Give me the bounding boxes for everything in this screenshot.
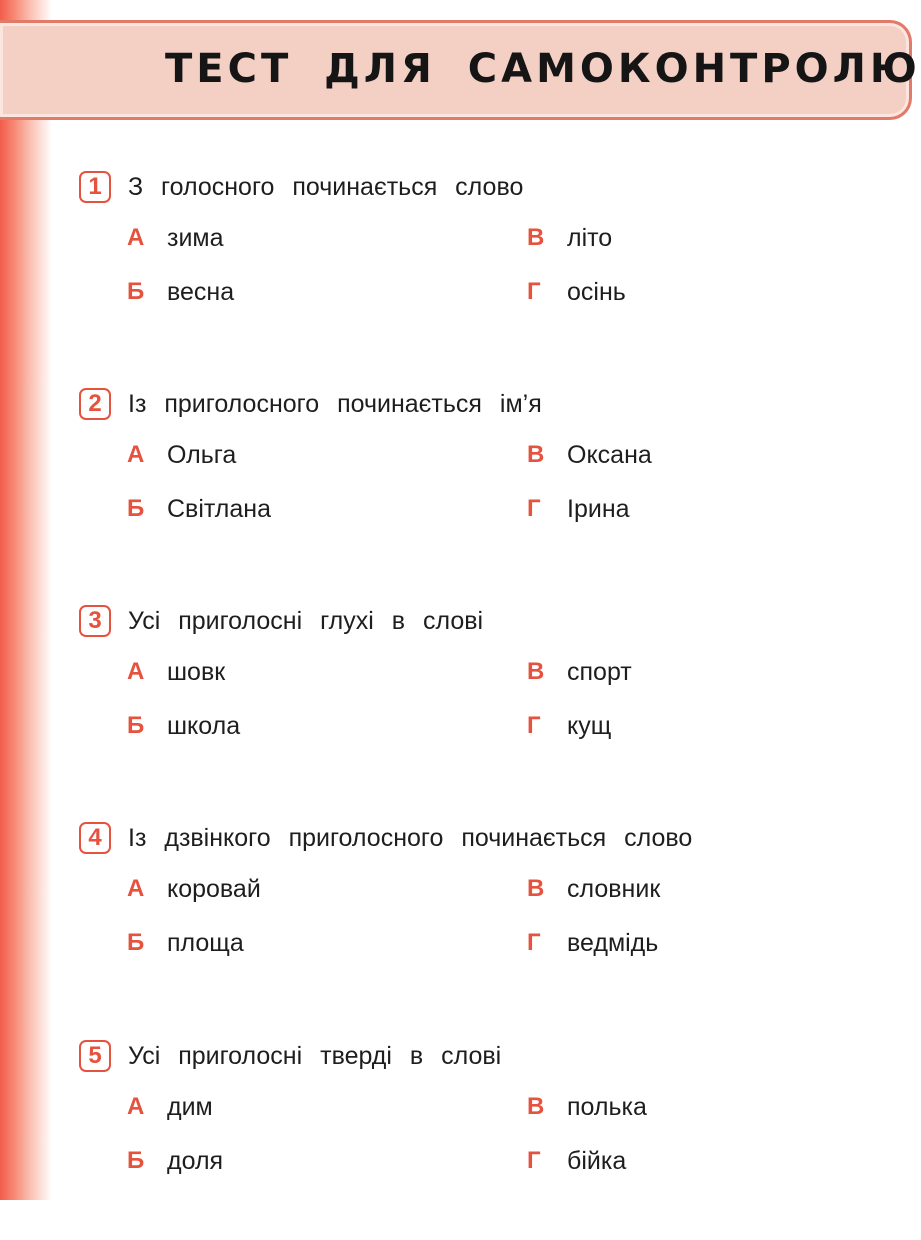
option-text: словник [567, 875, 661, 903]
option-letter: Г [527, 278, 541, 305]
question-number: 2 [79, 388, 111, 420]
question-number: 5 [79, 1040, 111, 1072]
question-5 [0, 1040, 921, 1240]
option-text: весна [167, 278, 235, 306]
option-letter: Б [127, 1147, 145, 1174]
option-text: ведмідь [567, 929, 659, 957]
option-letter: Б [127, 278, 145, 305]
option-text: Світлана [167, 495, 271, 523]
option-text: шовк [167, 658, 226, 686]
option-text: Ірина [567, 495, 630, 523]
option-text: площа [167, 929, 244, 957]
option-letter: Б [127, 495, 145, 522]
option-text: Ольга [167, 441, 237, 469]
question-number: 1 [79, 171, 111, 203]
option-letter: Г [527, 929, 541, 956]
option-text: осінь [567, 278, 626, 306]
option-letter: А [127, 1093, 145, 1120]
option-letter: В [527, 658, 545, 685]
question-2 [0, 388, 921, 588]
question-text: Із дзвінкого приголосного починається слово [128, 824, 693, 852]
option-letter: В [527, 224, 545, 251]
option-letter: Г [527, 1147, 541, 1174]
option-text: літо [567, 224, 613, 252]
question-4 [0, 822, 921, 1022]
question-number: 4 [79, 822, 111, 854]
question-text: Із приголосного починається ім’я [128, 390, 542, 418]
question-3 [0, 605, 921, 805]
option-letter: Б [127, 929, 145, 956]
option-letter: В [527, 1093, 545, 1120]
option-letter: А [127, 658, 145, 685]
option-text: Оксана [567, 441, 652, 469]
option-text: кущ [567, 712, 612, 740]
option-letter: Г [527, 495, 541, 522]
question-text: Усі приголосні тверді в слові [128, 1042, 502, 1070]
option-letter: А [127, 441, 145, 468]
question-1 [0, 171, 921, 371]
option-letter: А [127, 224, 145, 251]
option-text: зима [167, 224, 224, 252]
question-text: З голосного починається слово [128, 173, 524, 201]
option-letter: Г [527, 712, 541, 739]
question-text: Усі приголосні глухі в слові [128, 607, 484, 635]
option-letter: В [527, 875, 545, 902]
option-text: спорт [567, 658, 632, 686]
option-text: дим [167, 1093, 213, 1121]
option-text: доля [167, 1147, 224, 1175]
option-text: полька [567, 1093, 647, 1121]
option-letter: Б [127, 712, 145, 739]
option-text: коровай [167, 875, 261, 903]
option-letter: В [527, 441, 545, 468]
question-number: 3 [79, 605, 111, 637]
option-text: школа [167, 712, 241, 740]
option-text: бійка [567, 1147, 627, 1175]
option-letter: А [127, 875, 145, 902]
page-title: ТЕСТ ДЛЯ САМОКОНТРОЛЮ [165, 46, 921, 92]
